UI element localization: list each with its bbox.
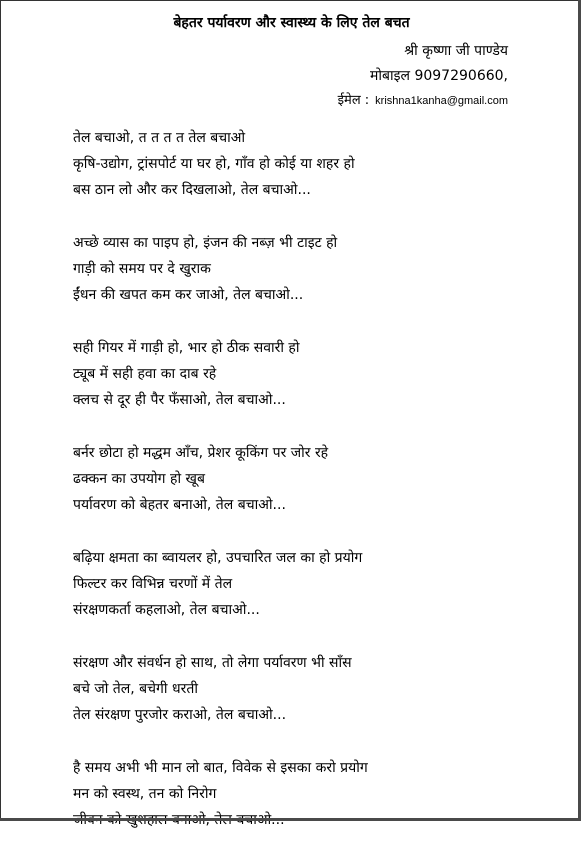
stanza — [73, 230, 533, 308]
poem-line: तेल संरक्षण पुरजोर कराओ, तेल बचाओ... — [73, 707, 287, 723]
poem-body — [73, 125, 533, 860]
poem-line: ईंधन की खपत कम कर जाओ, तेल बचाओ... — [73, 287, 304, 303]
poem-line: बस ठान लो और कर दिखलाओ, तेल बचाओ... — [73, 182, 311, 198]
email-label: ईमेल : — [337, 93, 370, 108]
poem-line: कृषि-उद्योग, ट्रांसपोर्ट या घर हो, गाँव हो कोई या शहर हो — [73, 156, 355, 172]
poem-line: मन को स्वस्थ, तन को निरोग — [73, 786, 217, 802]
poem-line: गाड़ी को समय पर दे खुराक — [73, 261, 211, 277]
poem-line: बचे जो तेल, बचेगी धरती — [73, 681, 198, 697]
stanza — [73, 125, 533, 203]
document-title: बेहतर पर्यावरण और स्वास्थ्य के लिए तेल बचत — [173, 15, 410, 31]
author-email-line — [338, 89, 508, 113]
poem-line: ट्यूब में सही हवा का दाब रहे — [73, 366, 217, 382]
stanza — [73, 440, 533, 518]
poem-line: क्लच से दूर ही पैर फँसाओ, तेल बचाओ... — [73, 392, 286, 408]
stanza — [73, 545, 533, 623]
stanza — [73, 755, 533, 833]
stanza — [73, 335, 533, 413]
poem-line: तेल बचाओ, त त त त तेल बचाओ — [73, 130, 246, 146]
poem-line: ढक्कन का उपयोग हो खूब — [73, 471, 205, 487]
poem-line: पर्यावरण को बेहतर बनाओ, तेल बचाओ... — [73, 497, 286, 513]
poem-line: फिल्टर कर विभिन्न चरणों में तेल — [73, 576, 233, 592]
author-info — [338, 39, 508, 113]
poem-line: बढ़िया क्षमता का ब्वायलर हो, उपचारित जल का हो प्रयोग — [73, 550, 363, 566]
author-name: श्री कृष्णा जी पाण्डेय — [404, 43, 508, 59]
poem-line: सही गियर में गाड़ी हो, भार हो ठीक सवारी हो — [73, 340, 300, 356]
poem-line: है समय अभी भी मान लो बात, विवेक से इसका करो प्रयोग — [73, 760, 368, 776]
author-mobile: मोबाइल 9097290660, — [370, 68, 508, 84]
poem-line: संरक्षण और संवर्धन हो साथ, तो लेगा पर्यावरण भी साँस — [73, 655, 352, 671]
poem-line: बर्नर छोटा हो मद्धम आँच, प्रेशर कूकिंग पर जोर रहे — [73, 445, 329, 461]
stanza — [73, 650, 533, 728]
email-address: krishna1kanha@gmail.com — [375, 95, 508, 107]
poem-line: अच्छे व्यास का पाइप हो, इंजन की नब्ज़ भी टाइट हो — [73, 235, 338, 251]
poem-line: संरक्षणकर्ता कहलाओ, तेल बचाओ... — [73, 602, 260, 618]
